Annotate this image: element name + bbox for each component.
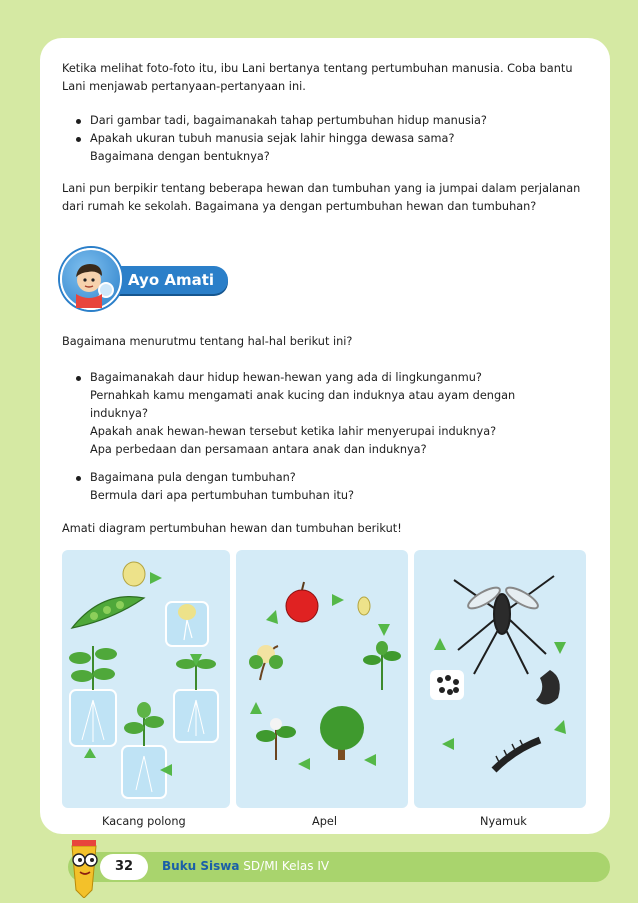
mosquito-pupa-icon [536,670,560,705]
pea-seed-icon [123,562,145,586]
list-item: Dari gambar tadi, bagaimanakah tahap pertumbuhan hidup manusia? [74,112,584,130]
prompt-text: Bagaimana menurutmu tentang hal-hal berikut ini? [62,335,353,348]
instruction-text: Amati diagram pertumbuhan hewan dan tumbuhan berikut! [62,522,402,535]
seedling-icon [174,659,218,742]
mosquito-life-cycle-diagram [414,550,586,808]
apple-fruit-icon [286,582,318,622]
adult-mosquito-icon [454,576,554,674]
apple-blossom-icon [249,645,283,680]
intro-paragraph [62,60,592,96]
question-list-1 [74,112,584,166]
paragraph-2-line-2: dari rumah ke sekolah. Bagaimana ya dengan pertumbuhan hewan dan tumbuhan? [62,200,537,213]
footer-bar [68,852,610,882]
apple-sprout-icon [363,641,401,690]
intro-line-2: Lani menjawab pertanyaan-pertanyaan ini. [62,80,306,93]
apple-tree-icon [320,706,364,760]
ayo-amati-label: Ayo Amati [100,266,228,294]
page-number: 32 [100,854,148,880]
mosquito-eggs-icon [430,670,464,700]
apple-seed-icon [358,597,370,615]
ayo-amati-banner [60,248,230,308]
young-plant-icon [122,702,166,798]
pea-life-cycle-diagram [62,550,230,808]
intro-line-1: Ketika melihat foto-foto itu, ibu Lani bertanya tentang pertumbuhan manusia. Coba bantu [62,62,573,75]
list-item: Apakah ukuran tubuh manusia sejak lahir hingga dewasa sama? Bagaimana dengan bentuknya? [74,130,584,166]
caption-pea: Kacang polong [102,815,186,828]
footer-book-title [162,859,329,873]
list-item: Bagaimana pula dengan tumbuhan? Bermula dari apa pertumbuhan tumbuhan itu? [74,469,584,505]
observer-boy-icon [60,248,122,310]
question-list-2 [74,369,584,505]
book-level: SD/MI Kelas IV [239,859,330,873]
apple-life-cycle-diagram [236,550,408,808]
cycle-arrows [250,594,390,770]
apple-young-tree-icon [256,718,296,760]
caption-mosquito: Nyamuk [480,815,527,828]
mosquito-larva-icon [494,740,540,770]
list-item: Bagaimanakah daur hidup hewan-hewan yang ada di lingkunganmu? Pernahkah kamu mengamati anak kucing dan induknya atau ayam dengan induknya? Apakah anak hewan-hewan tersebut ketika lahir menyerupai induknya? Apa perbedaan dan persamaan antara anak dan induknya? [74,369,584,459]
pea-pod-icon [72,597,144,628]
germinating-seed-icon [166,602,208,646]
paragraph-2-line-1: Lani pun berpikir tentang beberapa hewan dan tumbuhan yang ia jumpai dalam perjalanan [62,182,581,195]
mature-pea-plant-icon [69,646,117,746]
paragraph-2 [62,180,592,216]
book-name: Buku Siswa [162,859,240,873]
caption-apple: Apel [312,815,337,828]
